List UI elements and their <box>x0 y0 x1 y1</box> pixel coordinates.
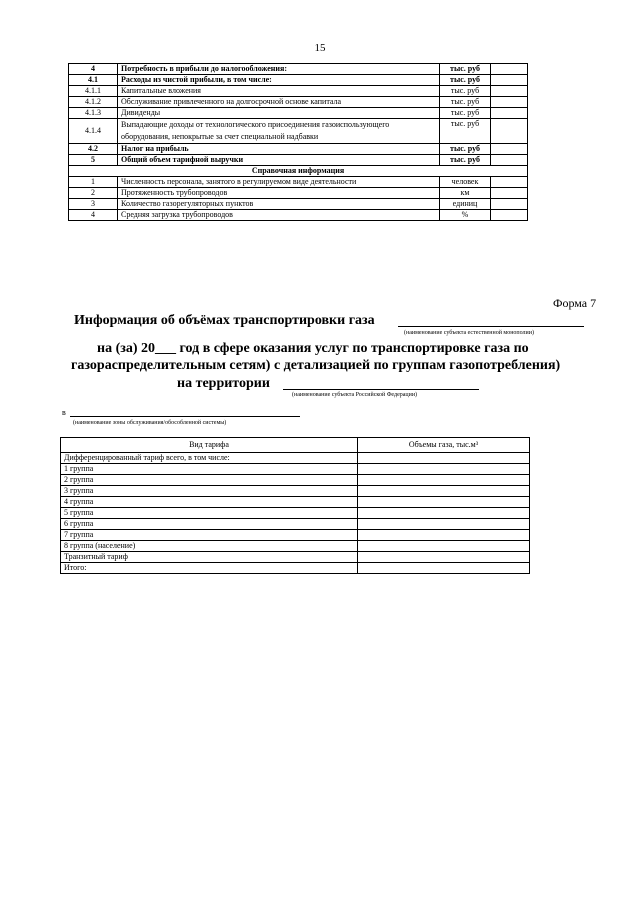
row-name: Потребность в прибыли до налогообложения: <box>118 64 440 75</box>
volume-value <box>358 497 530 508</box>
row-number: 4.1.3 <box>69 108 118 119</box>
row-number: 2 <box>69 188 118 199</box>
row-name: Обслуживание привлеченного на долгосрочной основе капитала <box>118 97 440 108</box>
monopoly-name-line <box>398 326 584 327</box>
row-number: 4.1 <box>69 75 118 86</box>
volume-value <box>358 475 530 486</box>
row-number: 4.1.1 <box>69 86 118 97</box>
row-number: 4.1.4 <box>69 119 118 144</box>
volume-value <box>358 464 530 475</box>
tariff-name: 6 группа <box>61 519 358 530</box>
volume-value <box>358 486 530 497</box>
row-number: 3 <box>69 199 118 210</box>
row-value <box>491 144 528 155</box>
row-name: Численность персонала, занятого в регулируемом виде деятельности <box>118 177 440 188</box>
volume-value <box>358 508 530 519</box>
row-value <box>491 199 528 210</box>
row-name: Расходы из чистой прибыли, в том числе: <box>118 75 440 86</box>
region-caption: (наименование субъекта Российской Федерации) <box>292 392 418 398</box>
volume-value <box>358 552 530 563</box>
row-number: 5 <box>69 155 118 166</box>
row-unit: тыс. руб <box>440 86 491 97</box>
row-number: 4 <box>69 210 118 221</box>
row-number: 4.1.2 <box>69 97 118 108</box>
tariff-name: Дифференцированный тариф всего, в том числе: <box>61 453 358 464</box>
budget-table <box>68 63 528 221</box>
table-row <box>69 144 528 155</box>
row-value <box>491 64 528 75</box>
row-value <box>491 119 528 144</box>
row-value <box>491 75 528 86</box>
gas-volume-table <box>60 437 530 574</box>
tariff-name: 3 группа <box>61 486 358 497</box>
col-header-volume: Объемы газа, тыс.м³ <box>358 438 530 453</box>
row-number: 4.2 <box>69 144 118 155</box>
row-name: Протяженность трубопроводов <box>118 188 440 199</box>
heading-line-1: Информация об объёмах транспортировки газа <box>74 313 375 328</box>
heading-line-3: газораспределительным сетям) с детализацией по группам газопотребления) <box>71 358 561 373</box>
row-unit: км <box>440 188 491 199</box>
table-row <box>69 177 528 188</box>
page-number: 15 <box>314 42 326 54</box>
table-row <box>69 210 528 221</box>
row-unit: тыс. руб <box>440 108 491 119</box>
row-value <box>491 86 528 97</box>
section-row <box>69 166 528 177</box>
table-row <box>69 97 528 108</box>
tariff-name: 2 группа <box>61 475 358 486</box>
row-value <box>491 177 528 188</box>
row-unit: тыс. руб <box>440 119 491 144</box>
table-row <box>69 64 528 75</box>
row-name: Общий объем тарифной выручки <box>118 155 440 166</box>
table-row <box>61 508 530 519</box>
table-row <box>61 464 530 475</box>
heading-line-4: на территории <box>177 376 270 391</box>
table-row <box>69 188 528 199</box>
table-row <box>69 155 528 166</box>
row-unit: единиц <box>440 199 491 210</box>
table-row <box>61 497 530 508</box>
table-row <box>61 475 530 486</box>
row-value <box>491 188 528 199</box>
tariff-name: 7 группа <box>61 530 358 541</box>
table-row <box>69 108 528 119</box>
table-row <box>69 119 528 144</box>
row-name: Капитальные вложения <box>118 86 440 97</box>
volume-value <box>358 519 530 530</box>
table-row <box>61 552 530 563</box>
tariff-name: 1 группа <box>61 464 358 475</box>
region-name-line <box>283 389 479 390</box>
table-row <box>69 86 528 97</box>
table-row <box>61 530 530 541</box>
row-unit: тыс. руб <box>440 97 491 108</box>
table-row <box>61 519 530 530</box>
volume-value <box>358 563 530 574</box>
row-unit: тыс. руб <box>440 64 491 75</box>
table-row <box>61 453 530 464</box>
row-value <box>491 155 528 166</box>
tariff-name: Итого: <box>61 563 358 574</box>
row-unit: тыс. руб <box>440 155 491 166</box>
table-row <box>61 541 530 552</box>
row-unit: тыс. руб <box>440 75 491 86</box>
row-name: Дивиденды <box>118 108 440 119</box>
row-unit: % <box>440 210 491 221</box>
tariff-name: 5 группа <box>61 508 358 519</box>
table-row <box>69 75 528 86</box>
table-row <box>61 486 530 497</box>
row-name: Выпадающие доходы от технологического присоединения газоиспользующего оборудования, непокрытые за счет специальной надбавки <box>118 119 440 144</box>
col-header-tariff: Вид тарифа <box>61 438 358 453</box>
row-number: 4 <box>69 64 118 75</box>
row-name: Налог на прибыль <box>118 144 440 155</box>
volume-value <box>358 541 530 552</box>
form-label: Форма 7 <box>553 296 597 310</box>
monopoly-caption: (наименование субъекта естественной монополии) <box>404 330 534 336</box>
row-number: 1 <box>69 177 118 188</box>
volume-value <box>358 530 530 541</box>
section-title: Справочная информация <box>69 166 528 177</box>
zone-name-line <box>70 416 300 417</box>
tariff-name: 4 группа <box>61 497 358 508</box>
tariff-name: Транзитный тариф <box>61 552 358 563</box>
tariff-name: 8 группа (население) <box>61 541 358 552</box>
zone-prefix: в <box>62 408 66 417</box>
table-row <box>61 563 530 574</box>
row-value <box>491 210 528 221</box>
heading-line-2: на (за) 20___ год в сфере оказания услуг по транспортировке газа по <box>97 341 529 356</box>
row-unit: человек <box>440 177 491 188</box>
row-name: Средняя загрузка трубопроводов <box>118 210 440 221</box>
volume-value <box>358 453 530 464</box>
row-name: Количество газорегуляторных пунктов <box>118 199 440 210</box>
table-row <box>69 199 528 210</box>
row-unit: тыс. руб <box>440 144 491 155</box>
row-value <box>491 108 528 119</box>
zone-caption: (наименование зоны обслуживания/обособленной системы) <box>73 420 227 426</box>
row-value <box>491 97 528 108</box>
